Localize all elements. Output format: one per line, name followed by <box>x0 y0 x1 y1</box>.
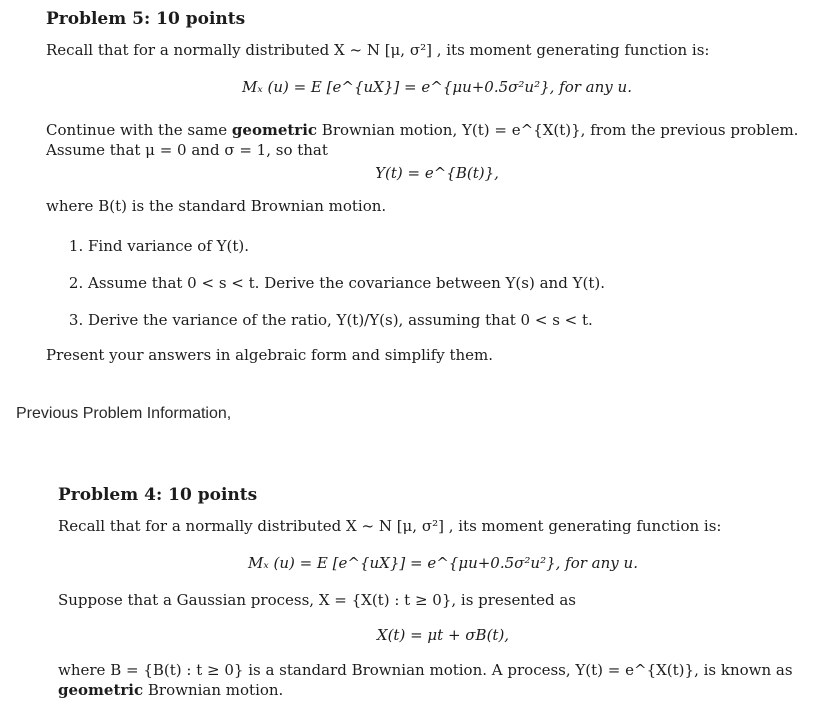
problem-4-paragraph: Suppose that a Gaussian process, X = {X(t) : t ≥ 0}, is presented as <box>58 591 576 609</box>
problem-4-title: Problem 4: 10 points <box>58 485 258 505</box>
previous-problem-label: Previous Problem Information, <box>16 405 232 422</box>
problem-4-intro: Recall that for a normally distributed X ~ N [μ, σ²] , its moment generating function is: <box>58 517 722 535</box>
problem-5-list <box>46 236 828 330</box>
problem-5-outro: Present your answers in algebraic form and simplify them. <box>46 346 494 364</box>
bold-word: geometric <box>58 681 144 699</box>
problem-5-mgf: Mₓ (u) = E [e^{uX}] = e^{μu+0.5σ²u²}, for any u. <box>242 78 632 96</box>
problem-4-equation: X(t) = μt + σB(t), <box>376 626 510 644</box>
list-item: 1. Find variance of Y(t). <box>88 236 828 256</box>
list-item: 2. Assume that 0 < s < t. Derive the covariance between Y(s) and Y(t). <box>88 273 828 293</box>
problem-4-mgf: Mₓ (u) = E [e^{uX}] = e^{μu+0.5σ²u²}, for any u. <box>248 554 638 572</box>
problem-4-where: where B = {B(t) : t ≥ 0} is a standard Brownian motion. A process, Y(t) = e^{X(t)}, is known as geometric Brownian motion. <box>58 661 793 699</box>
problem-5 <box>46 6 828 365</box>
bold-word: geometric <box>231 121 318 139</box>
problem-5-equation: Y(t) = e^{B(t)}, <box>375 164 499 182</box>
problem-5-where: where B(t) is the standard Brownian motion. <box>46 197 387 215</box>
problem-5-paragraph: Continue with the same geometric Brownian motion, Y(t) = e^{X(t)}, from the previous problem. Assume that μ = 0 and σ = 1, so that <box>46 121 799 159</box>
problem-5-intro: Recall that for a normally distributed X ~ N [μ, σ²] , its moment generating function is: <box>46 41 710 59</box>
problem-4 <box>58 482 828 700</box>
list-item: 3. Derive the variance of the ratio, Y(t)/Y(s), assuming that 0 < s < t. <box>88 310 828 330</box>
problem-5-title: Problem 5: 10 points <box>46 9 246 29</box>
